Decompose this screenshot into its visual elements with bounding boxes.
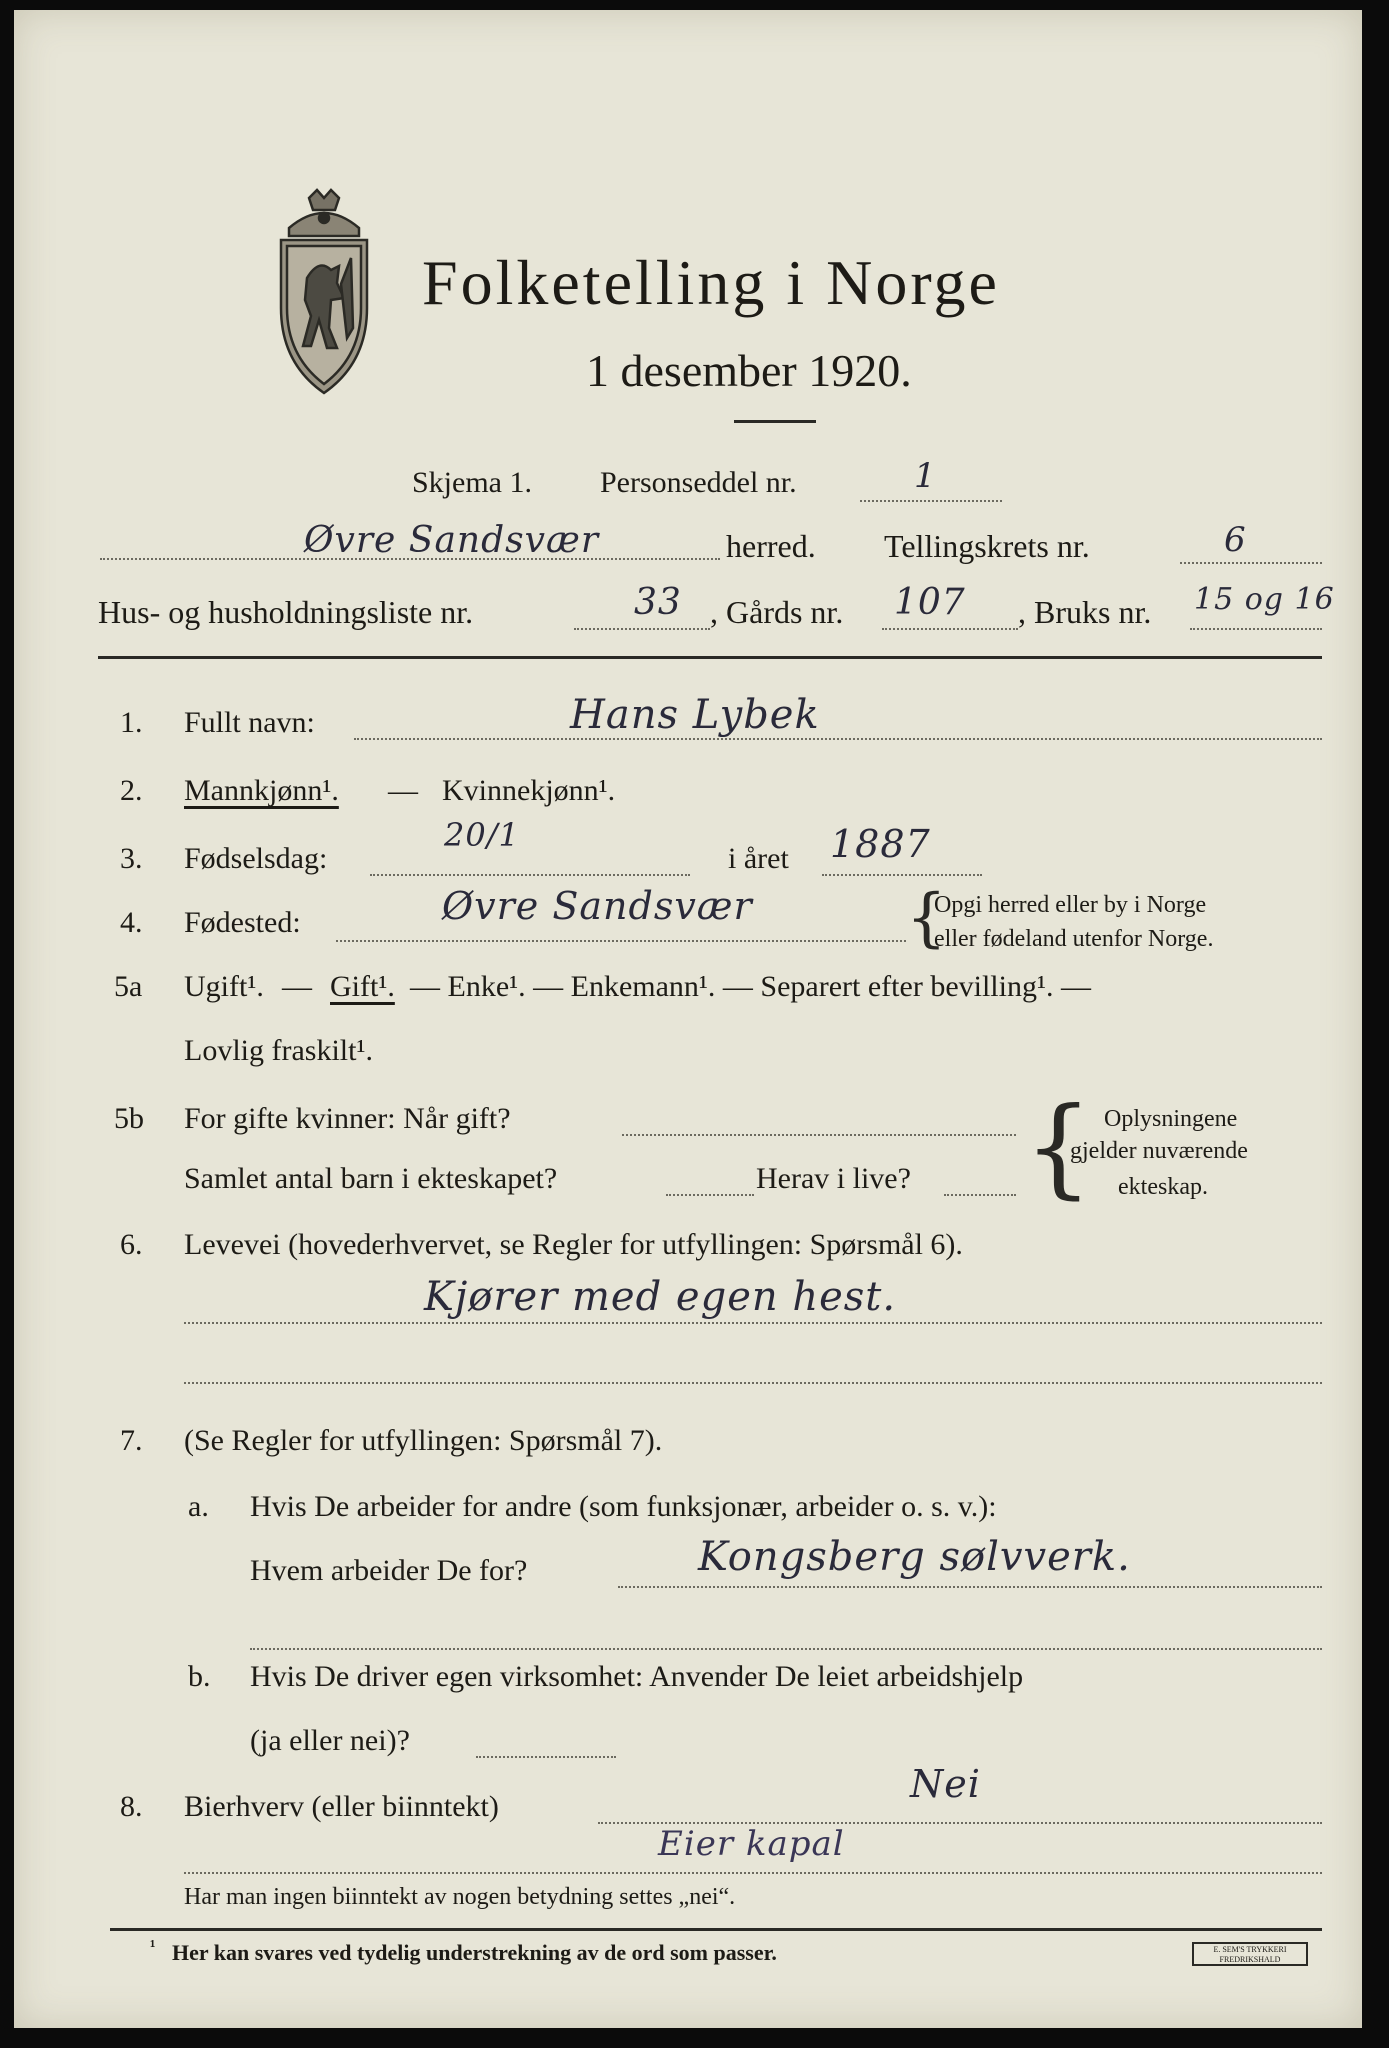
tellingskrets-line <box>1180 562 1322 564</box>
q7a-text: Hvis De arbeider for andre (som funksjonær, arbeider o. s. v.): <box>250 1490 997 1523</box>
q5a-line2: Lovlig fraskilt¹. <box>184 1034 373 1067</box>
q4-value: Øvre Sandsvær <box>442 884 753 928</box>
q7b-text: Hvis De driver egen virksomhet: Anvender De leiet arbeidshjelp <box>250 1660 1024 1693</box>
bruks-value: 15 og 16 <box>1194 582 1335 617</box>
q8-number: 8. <box>120 1790 143 1823</box>
q2-sep: — <box>388 774 418 807</box>
q2-number: 2. <box>120 774 143 807</box>
personseddel-label: Personseddel nr. <box>600 466 797 499</box>
q6-line2 <box>184 1382 1322 1384</box>
q1-line <box>354 738 1322 740</box>
q5b-label1: For gifte kvinner: Når gift? <box>184 1102 511 1135</box>
q2-female: Kvinnekjønn¹. <box>442 774 616 807</box>
q5b-line1 <box>622 1134 1016 1136</box>
q5a-number: 5a <box>114 970 143 1003</box>
q2-male: Mannkjønn¹. <box>184 774 339 807</box>
norwegian-lion-crest-icon <box>269 188 379 398</box>
q5a-rest: — Enke¹. — Enkemann¹. — Separert efter bevilling¹. — <box>410 970 1091 1003</box>
q5a-gift: Gift¹. <box>330 970 395 1003</box>
husholdningsliste-line <box>574 628 710 630</box>
q5b-brace: { <box>1024 1085 1093 1210</box>
q3-year-label: i året <box>728 842 789 875</box>
q7-number: 7. <box>120 1424 143 1457</box>
header-rule <box>98 656 1322 659</box>
q5b-label3: Herav i live? <box>756 1162 911 1195</box>
q1-number: 1. <box>120 706 143 739</box>
gards-value: 107 <box>894 582 966 623</box>
q7b-line <box>476 1756 616 1758</box>
q4-note-line2: eller fødeland utenfor Norge. <box>934 926 1214 952</box>
q5b-note1: Oplysningene <box>1104 1106 1238 1132</box>
q5b-line3 <box>944 1194 1016 1196</box>
q5a-ugift: Ugift¹. <box>184 970 264 1003</box>
q3-year-line <box>822 874 982 876</box>
gards-label: , Gårds nr. <box>710 594 844 630</box>
husholdningsliste-label: Hus- og husholdningsliste nr. <box>98 594 474 630</box>
bruks-label: , Bruks nr. <box>1018 594 1152 630</box>
q3-number: 3. <box>120 842 143 875</box>
q5b-number: 5b <box>114 1102 144 1135</box>
tellingskrets-label: Tellingskrets nr. <box>884 528 1090 564</box>
printer-stamp: E. SEM'S TRYKKERI FREDRIKSHALD <box>1192 1942 1308 1966</box>
q3-value: 20/1 <box>444 816 520 854</box>
footer-rule <box>110 1928 1322 1931</box>
skjema-label: Skjema 1. <box>412 466 532 499</box>
herred-label: herred. <box>726 528 816 564</box>
q4-line <box>336 940 906 942</box>
q6-line1 <box>184 1322 1322 1324</box>
q7a-line2 <box>250 1648 1322 1650</box>
q6-value: Kjører med egen hest. <box>424 1274 897 1320</box>
herred-value: Øvre Sandsvær <box>304 520 600 561</box>
footnote-mark: ¹ <box>150 1936 156 1956</box>
bruks-line <box>1190 628 1322 630</box>
personseddel-line <box>860 500 1002 502</box>
q7a-letter: a. <box>188 1490 209 1523</box>
q8-extra: Eier kapal <box>658 1824 845 1864</box>
q5b-note2: gjelder nuværende <box>1070 1138 1248 1164</box>
q7a-question: Hvem arbeider De for? <box>250 1554 528 1587</box>
gards-line <box>882 628 1018 630</box>
q3-day-line <box>370 874 690 876</box>
husholdningsliste-value: 33 <box>634 582 682 623</box>
q5b-note3: ekteskap. <box>1118 1174 1208 1200</box>
form-date: 1 desember 1920. <box>586 345 912 396</box>
q8-label: Bierhverv (eller biinntekt) <box>184 1790 499 1823</box>
footnote: Her kan svares ved tydelig understrekning av de ord som passer. <box>172 1940 777 1965</box>
q5a-dash: — <box>282 970 312 1003</box>
q4-note-line1: Opgi herred eller by i Norge <box>934 892 1207 918</box>
form-title: Folketelling i Norge <box>422 247 1000 318</box>
q4-brace: { <box>906 881 947 955</box>
q7a-line1 <box>618 1586 1322 1588</box>
q1-label: Fullt navn: <box>184 706 315 739</box>
q7a-value: Kongsberg sølvverk. <box>698 1534 1131 1580</box>
q8-line2 <box>184 1872 1322 1874</box>
footer-note: Har man ingen biinntekt av nogen betydning settes „nei“. <box>184 1884 736 1910</box>
q1-value: Hans Lybek <box>570 692 820 738</box>
q6-number: 6. <box>120 1228 143 1261</box>
q6-label: Levevei (hovederhvervet, se Regler for utfyllingen: Spørsmål 6). <box>184 1228 963 1261</box>
q4-number: 4. <box>120 906 143 939</box>
q5b-label2: Samlet antal barn i ekteskapet? <box>184 1162 558 1195</box>
personseddel-value: 1 <box>914 456 937 496</box>
q3-year-value: 1887 <box>830 822 931 866</box>
title-divider <box>734 420 816 423</box>
q7-label: (Se Regler for utfyllingen: Spørsmål 7). <box>184 1424 663 1457</box>
q3-label: Fødselsdag: <box>184 842 328 875</box>
tellingskrets-value: 6 <box>1224 520 1247 560</box>
q4-label: Fødested: <box>184 906 301 939</box>
census-form <box>14 10 1362 2028</box>
q8-value: Nei <box>910 1762 981 1806</box>
q7b-question: (ja eller nei)? <box>250 1724 410 1757</box>
q7b-letter: b. <box>188 1660 211 1693</box>
q5b-line2 <box>666 1194 754 1196</box>
